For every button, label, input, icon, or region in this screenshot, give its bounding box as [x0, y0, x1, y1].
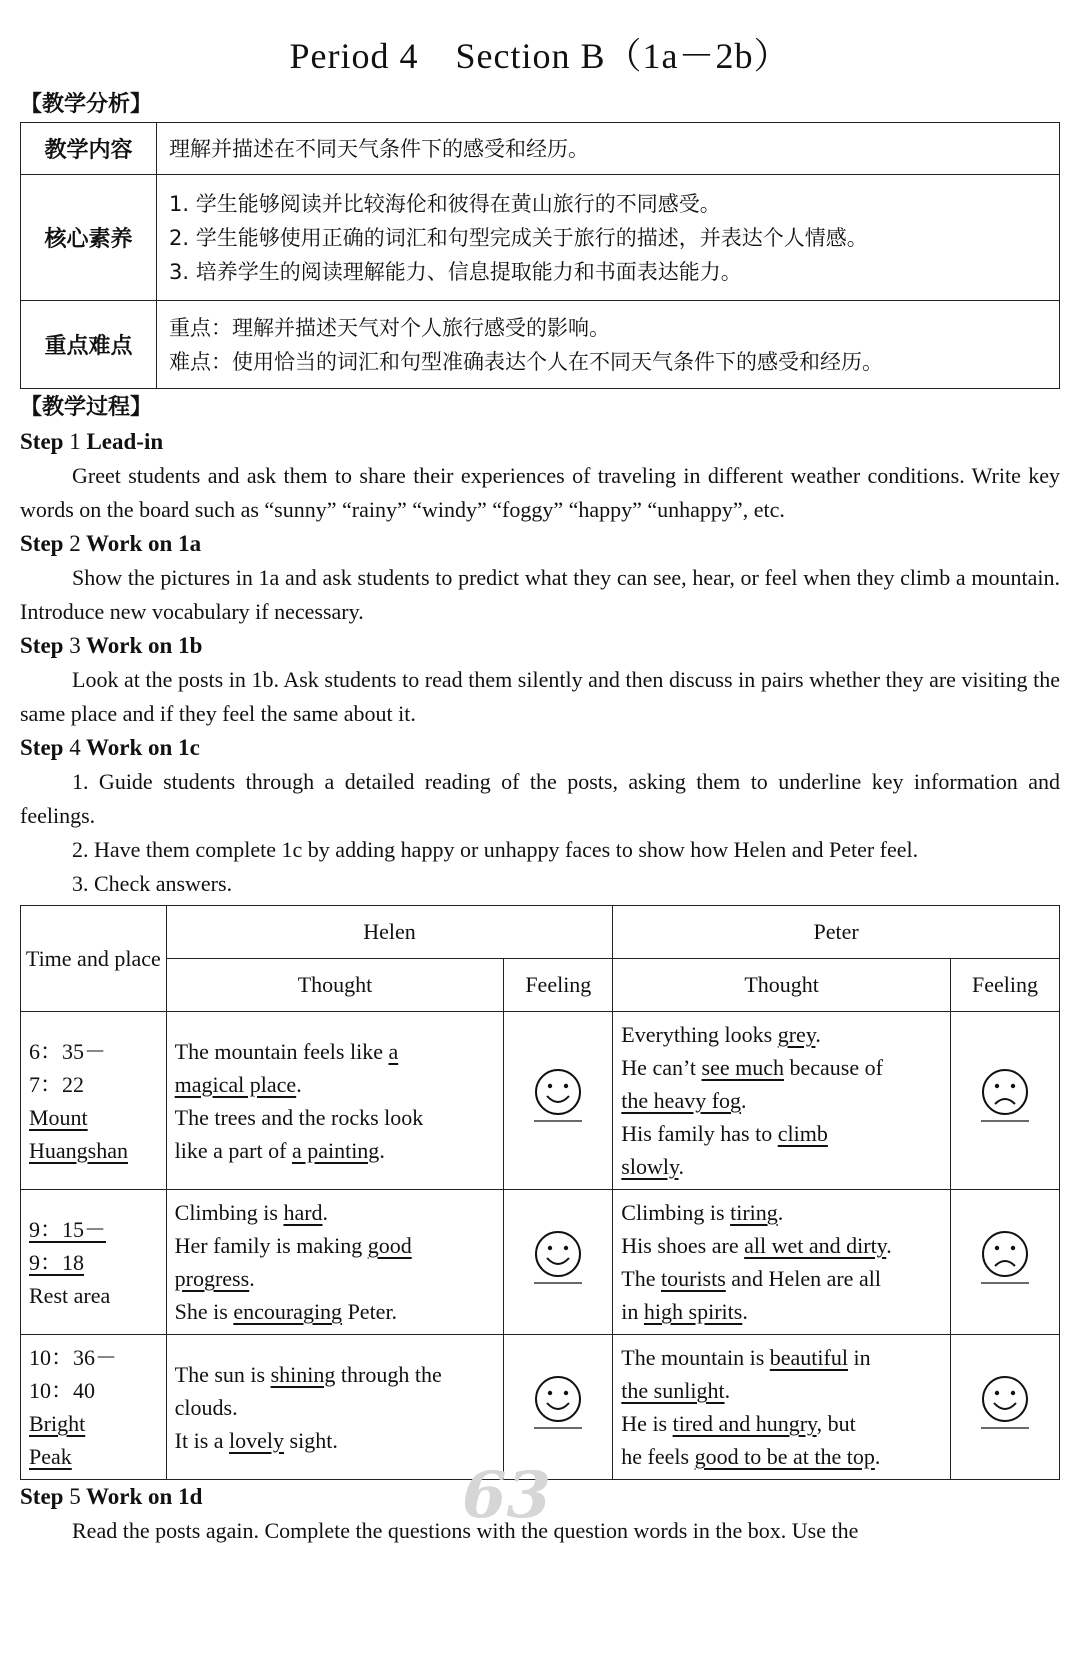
analysis-table — [20, 122, 1060, 389]
cell-line — [175, 1358, 496, 1391]
cell-line — [621, 1150, 942, 1183]
process-heading: 【教学过程】 — [20, 395, 153, 420]
cell-line — [175, 1134, 496, 1167]
cell-text: Climbing is — [621, 1200, 731, 1225]
step-3 — [20, 629, 1060, 731]
time-place-cell — [21, 1335, 167, 1480]
step-paragraph: Look at the posts in 1b. Ask students to read them silently and then discuss in pairs whether they are visiting the same place and if they feel the same about it. — [20, 667, 1060, 726]
cell-line — [621, 1051, 942, 1084]
cell-line — [175, 1424, 496, 1457]
answer-text: shining — [270, 1361, 336, 1387]
cell-text: 7：22 — [29, 1071, 85, 1097]
cell-text: 10：36－ — [29, 1345, 118, 1370]
feelings-header-row — [21, 906, 1060, 959]
answer-text: progress — [174, 1266, 250, 1291]
cell-text: . — [741, 1088, 747, 1113]
step-2 — [20, 527, 1060, 629]
helen-feeling-cell — [504, 1012, 613, 1190]
cell-text: because of — [784, 1055, 883, 1080]
cell-text: Rest area — [29, 1282, 111, 1308]
header-peter: Peter — [613, 906, 1060, 959]
cell-line — [175, 1035, 496, 1068]
analysis-line: 3. 培养学生的阅读理解能力、信息提取能力和书面表达能力。 — [169, 259, 742, 284]
cell-line — [29, 1407, 158, 1440]
header-thought: Thought — [166, 959, 504, 1012]
answer-text: high spirits — [643, 1299, 743, 1324]
analysis-row — [21, 175, 1060, 301]
step-1 — [20, 425, 1060, 527]
cell-line — [29, 1068, 158, 1101]
helen-feeling-cell — [504, 1190, 613, 1335]
cell-line — [175, 1391, 496, 1424]
answer-text: hard — [283, 1200, 323, 1225]
analysis-label: 教学内容 — [21, 123, 157, 175]
cell-text: Peter. — [342, 1299, 398, 1324]
analysis-line: 理解并描述在不同天气条件下的感受和经历。 — [169, 136, 589, 161]
header-feeling: Feeling — [504, 959, 613, 1012]
cell-text: sight. — [284, 1427, 338, 1453]
step-paragraph: Greet students and ask them to share their experiences of traveling in different weather conditions. Write key words on the board such as “sunny” “rainy” “windy” “foggy” “happy” “unhappy”, etc. — [20, 463, 1060, 522]
step-paragraph: Show the pictures in 1a and ask students to predict what they can see, hear, or feel when they climb a mountain. Introduce new vocabulary if necessary. — [20, 565, 1060, 624]
cell-line — [29, 1246, 158, 1279]
cell-line — [175, 1262, 496, 1295]
feelings-body — [21, 1012, 1060, 1480]
time-place-cell — [21, 1190, 167, 1335]
answer-text: encouraging — [233, 1299, 343, 1324]
analysis-row — [21, 301, 1060, 389]
cell-text: Everything looks — [621, 1022, 778, 1047]
cell-line — [29, 1134, 158, 1167]
cell-text: . — [379, 1137, 385, 1163]
cell-text: he feels — [621, 1444, 695, 1469]
answer-text: 9：18 — [29, 1249, 85, 1275]
step-paragraph: 3. Check answers. — [72, 871, 233, 896]
cell-text: clouds. — [174, 1394, 238, 1420]
cell-text: The mountain feels like — [174, 1038, 389, 1064]
time-place-cell — [21, 1012, 167, 1190]
happy-face-icon — [532, 1068, 584, 1124]
header-helen: Helen — [166, 906, 613, 959]
cell-line — [621, 1374, 942, 1407]
cell-line — [621, 1407, 942, 1440]
analysis-label: 重点难点 — [21, 301, 157, 389]
answer-text: lovely — [229, 1427, 285, 1453]
analysis-body — [157, 175, 1060, 301]
cell-text: Her family is making — [174, 1233, 368, 1258]
answer-text: Peak — [29, 1444, 72, 1469]
feelings-row — [21, 1012, 1060, 1190]
happy-face-icon — [532, 1230, 584, 1286]
answer-text: the sunlight — [621, 1378, 725, 1403]
cell-text: . — [874, 1444, 881, 1469]
answer-text: 9：15－ — [29, 1216, 107, 1242]
answer-text: good — [367, 1233, 412, 1258]
cell-text: and Helen are all — [725, 1266, 881, 1291]
cell-line — [621, 1341, 942, 1374]
cell-line — [29, 1374, 158, 1407]
analysis-body — [157, 123, 1060, 175]
cell-text: . — [249, 1266, 255, 1291]
cell-text: . — [678, 1154, 685, 1179]
cell-line — [29, 1440, 158, 1473]
cell-text: She is — [174, 1299, 234, 1324]
cell-text: . — [724, 1378, 731, 1403]
cell-line — [621, 1440, 942, 1473]
happy-face-icon — [979, 1375, 1031, 1431]
step-title: Step 2 Work on 1a — [20, 531, 202, 556]
page-title: Period 4 Section B（1a－2b） — [289, 36, 791, 76]
feelings-subheader-row — [21, 959, 1060, 1012]
cell-text: 6：35－ — [29, 1038, 107, 1064]
answer-text: Bright — [29, 1411, 86, 1436]
analysis-line: 1. 学生能够阅读并比较海伦和彼得在黄山旅行的不同感受。 — [169, 191, 721, 216]
step-paragraph: Read the posts again. Complete the questions with the question words in the box. Use the — [72, 1518, 859, 1543]
cell-text: . — [296, 1071, 302, 1097]
helen-thought-cell — [166, 1012, 504, 1190]
peter-thought-cell — [613, 1335, 951, 1480]
cell-text: in — [847, 1345, 871, 1370]
feelings-table — [20, 905, 1060, 1480]
analysis-body — [157, 301, 1060, 389]
answer-text: climb — [777, 1121, 828, 1146]
answer-text: Huangshan — [29, 1137, 128, 1163]
cell-line — [621, 1262, 942, 1295]
cell-line — [175, 1196, 496, 1229]
cell-line — [621, 1229, 942, 1262]
answer-text: beautiful — [769, 1345, 848, 1370]
peter-feeling-cell — [950, 1012, 1059, 1190]
cell-line — [621, 1018, 942, 1051]
sad-face-icon — [979, 1068, 1031, 1124]
analysis-label: 核心素养 — [21, 175, 157, 301]
cell-text: . — [322, 1200, 329, 1225]
cell-line — [621, 1295, 942, 1328]
analysis-line: 2. 学生能够使用正确的词汇和句型完成关于旅行的描述，并表达个人情感。 — [169, 225, 868, 250]
answer-text: tiring — [730, 1200, 778, 1225]
cell-line — [621, 1117, 942, 1150]
cell-line — [175, 1295, 496, 1328]
cell-text: . — [886, 1233, 892, 1258]
feelings-row — [21, 1190, 1060, 1335]
answer-text: slowly — [621, 1154, 679, 1179]
cell-text: 10：40 — [29, 1378, 96, 1403]
cell-text: His family has to — [621, 1121, 778, 1146]
cell-line — [29, 1341, 158, 1374]
answer-text: see much — [701, 1055, 784, 1080]
cell-line — [621, 1084, 942, 1117]
step-paragraph: 2. Have them complete 1c by adding happy or unhappy faces to show how Helen and Peter feel. — [72, 837, 919, 862]
header-feeling: Feeling — [950, 959, 1059, 1012]
answer-text: tired and hungry — [672, 1411, 817, 1436]
cell-text: , but — [816, 1411, 856, 1436]
cell-line — [175, 1229, 496, 1262]
step-title: Step 5 Work on 1d — [20, 1484, 203, 1509]
answer-text: good to be at the top — [694, 1444, 875, 1469]
answer-text: the heavy fog — [621, 1088, 742, 1113]
cell-text: Climbing is — [174, 1200, 284, 1225]
answer-text: all wet and dirty — [744, 1233, 887, 1258]
answer-text: a painting — [291, 1137, 380, 1163]
cell-text: The mountain is — [621, 1345, 770, 1370]
peter-thought-cell — [613, 1190, 951, 1335]
cell-text: in — [621, 1299, 644, 1324]
cell-line — [29, 1101, 158, 1134]
answer-text: tourists — [661, 1266, 726, 1291]
cell-text: . — [815, 1022, 821, 1047]
step-paragraph: 1. Guide students through a detailed reading of the posts, asking them to underline key information and feelings. — [20, 769, 1060, 828]
cell-text: It is a — [174, 1427, 230, 1453]
step-title: Step 3 Work on 1b — [20, 633, 203, 658]
cell-text: The — [621, 1266, 661, 1291]
cell-line — [29, 1213, 158, 1246]
header-thought: Thought — [613, 959, 951, 1012]
sad-face-icon — [979, 1230, 1031, 1286]
cell-line — [175, 1068, 496, 1101]
cell-text: . — [742, 1299, 748, 1324]
cell-text: The trees and the rocks look — [174, 1104, 424, 1130]
cell-text: like a part of — [174, 1137, 292, 1163]
helen-thought-cell — [166, 1190, 504, 1335]
cell-text: The sun is — [174, 1361, 271, 1387]
header-time-place: Time and place — [21, 906, 167, 1012]
cell-text: He can’t — [621, 1055, 702, 1080]
peter-thought-cell — [613, 1012, 951, 1190]
cell-text: through the — [335, 1361, 442, 1387]
page-number-watermark: 63 — [462, 1458, 552, 1533]
analysis-heading: 【教学分析】 — [20, 92, 153, 117]
cell-line — [29, 1279, 158, 1312]
analysis-line: 难点：使用恰当的词汇和句型准确表达个人在不同天气条件下的感受和经历。 — [169, 349, 883, 374]
answer-text: Mount — [29, 1104, 88, 1130]
cell-text: He is — [621, 1411, 673, 1436]
peter-feeling-cell — [950, 1190, 1059, 1335]
peter-feeling-cell — [950, 1335, 1059, 1480]
cell-text: His shoes are — [621, 1233, 745, 1258]
answer-text: a — [388, 1038, 399, 1064]
cell-line — [29, 1035, 158, 1068]
cell-text: . — [777, 1200, 784, 1225]
cell-line — [621, 1196, 942, 1229]
step-4 — [20, 731, 1060, 901]
step-title: Step 1 Lead-in — [20, 429, 164, 454]
step-title: Step 4 Work on 1c — [20, 735, 200, 760]
cell-line — [175, 1101, 496, 1134]
happy-face-icon — [532, 1375, 584, 1431]
analysis-row — [21, 123, 1060, 175]
analysis-line: 重点：理解并描述天气对个人旅行感受的影响。 — [169, 315, 610, 340]
answer-text: magical place — [174, 1071, 297, 1097]
helen-thought-cell — [166, 1335, 504, 1480]
page — [20, 0, 1060, 1548]
answer-text: grey — [777, 1022, 816, 1047]
